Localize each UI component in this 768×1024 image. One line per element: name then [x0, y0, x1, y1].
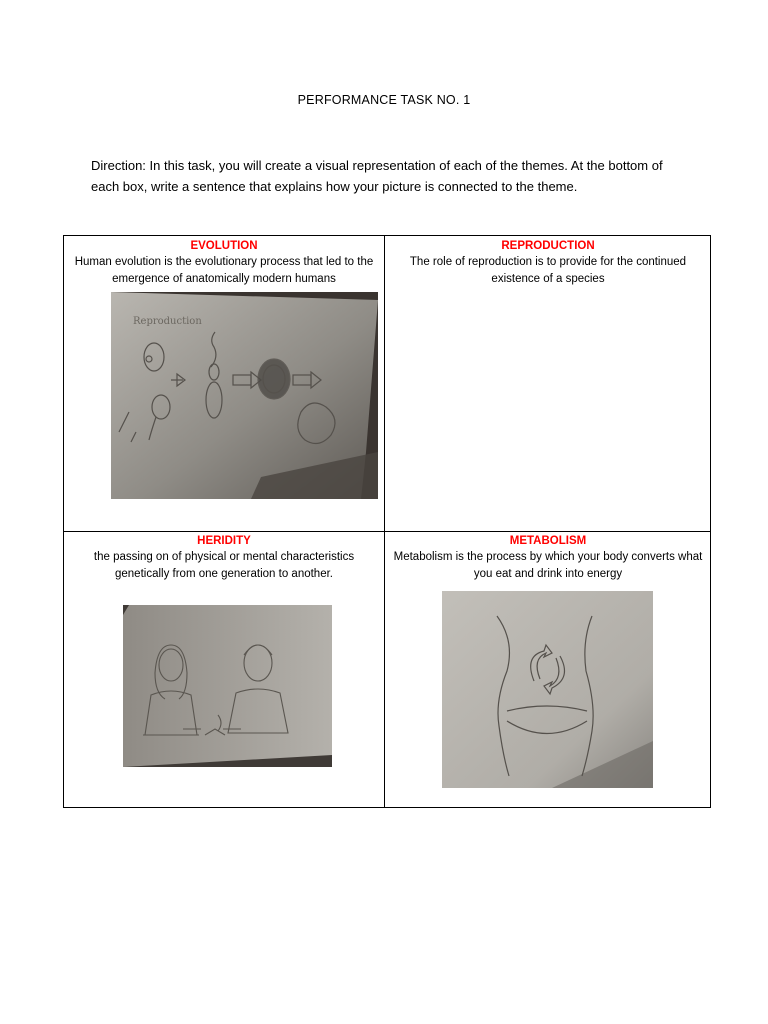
theme-description-reproduction: The role of reproduction is to provide for the continued existence of a species [409, 256, 687, 285]
theme-description-metabolism: Metabolism is the process by which your body converts what you eat and drink into energy [393, 551, 703, 580]
table-divider-horizontal [64, 531, 710, 532]
cell-evolution [68, 238, 380, 288]
cell-heridity [68, 533, 380, 583]
theme-heading-heridity: HERIDITY [197, 535, 251, 547]
direction-text: Direction: In this task, you will create a visual representation of each of the themes. At the bottom of each box, write a sentence that explains how your picture is connected to the theme. [91, 158, 663, 194]
theme-heading-evolution: EVOLUTION [190, 240, 258, 252]
theme-table [63, 235, 711, 808]
cell-reproduction [389, 238, 707, 288]
photo-heredity-drawing [123, 605, 332, 767]
drawing-caption: Reproduction [133, 316, 202, 327]
photo-reproduction-drawing [111, 292, 378, 499]
theme-heading-metabolism: METABOLISM [509, 535, 587, 547]
theme-heading-reproduction: REPRODUCTION [501, 240, 595, 252]
table-divider-vertical [384, 236, 385, 807]
cell-metabolism [389, 533, 707, 583]
photo-metabolism-drawing [442, 591, 653, 788]
theme-description-evolution: Human evolution is the evolutionary process that led to the emergence of anatomically modern humans [74, 256, 374, 285]
theme-description-heridity: the passing on of physical or mental characteristics genetically from one generation to another. [93, 551, 355, 580]
page-title: PERFORMANCE TASK NO. 1 [297, 93, 471, 107]
